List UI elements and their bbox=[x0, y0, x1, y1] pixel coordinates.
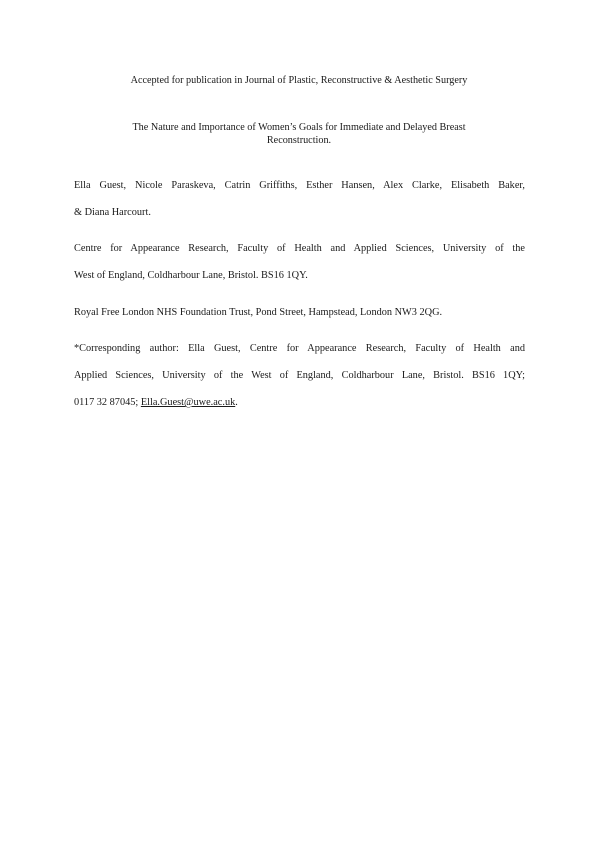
corresponding-author bbox=[74, 335, 525, 416]
email-trailing-period: . bbox=[235, 397, 238, 408]
email-link[interactable]: Ella.Guest@uwe.ac.uk bbox=[140, 397, 236, 408]
author-list-line-1: Ella Guest, Nicole Paraskeva, Catrin Griffiths, Esther Hansen, Alex Clarke, Elisabeth Baker, bbox=[74, 180, 525, 191]
corresponding-author-line-3 bbox=[74, 389, 525, 416]
paper-title-line-1: The Nature and Importance of Women’s Goals for Immediate and Delayed Breast bbox=[132, 122, 466, 133]
acceptance-note bbox=[74, 74, 524, 87]
affiliation-car bbox=[74, 235, 525, 289]
corresponding-author-line-1: *Corresponding author: Ella Guest, Centre for Appearance Research, Faculty of Health and bbox=[74, 343, 525, 354]
affiliation-royal-free-text: Royal Free London NHS Foundation Trust, Pond Street, Hampstead, London NW3 2QG. bbox=[74, 307, 443, 318]
affiliation-car-line-2: West of England, Coldharbour Lane, Bristol. BS16 1QY. bbox=[74, 270, 308, 281]
affiliation-royal-free bbox=[74, 299, 525, 326]
author-list-line-2: & Diana Harcourt. bbox=[74, 207, 151, 218]
author-list bbox=[74, 172, 525, 226]
paper-title bbox=[74, 121, 524, 147]
corresponding-author-line-2: Applied Sciences, University of the West of England, Coldharbour Lane, Bristol. BS16 1QY; bbox=[74, 370, 525, 381]
affiliation-car-line-1: Centre for Appearance Research, Faculty of Health and Applied Sciences, University of the bbox=[74, 243, 525, 254]
phone-number: 0117 32 87045; bbox=[74, 397, 141, 408]
acceptance-note-text: Accepted for publication in Journal of Plastic, Reconstructive & Aesthetic Surgery bbox=[130, 75, 468, 86]
paper-title-line-2: Reconstruction. bbox=[266, 135, 332, 146]
